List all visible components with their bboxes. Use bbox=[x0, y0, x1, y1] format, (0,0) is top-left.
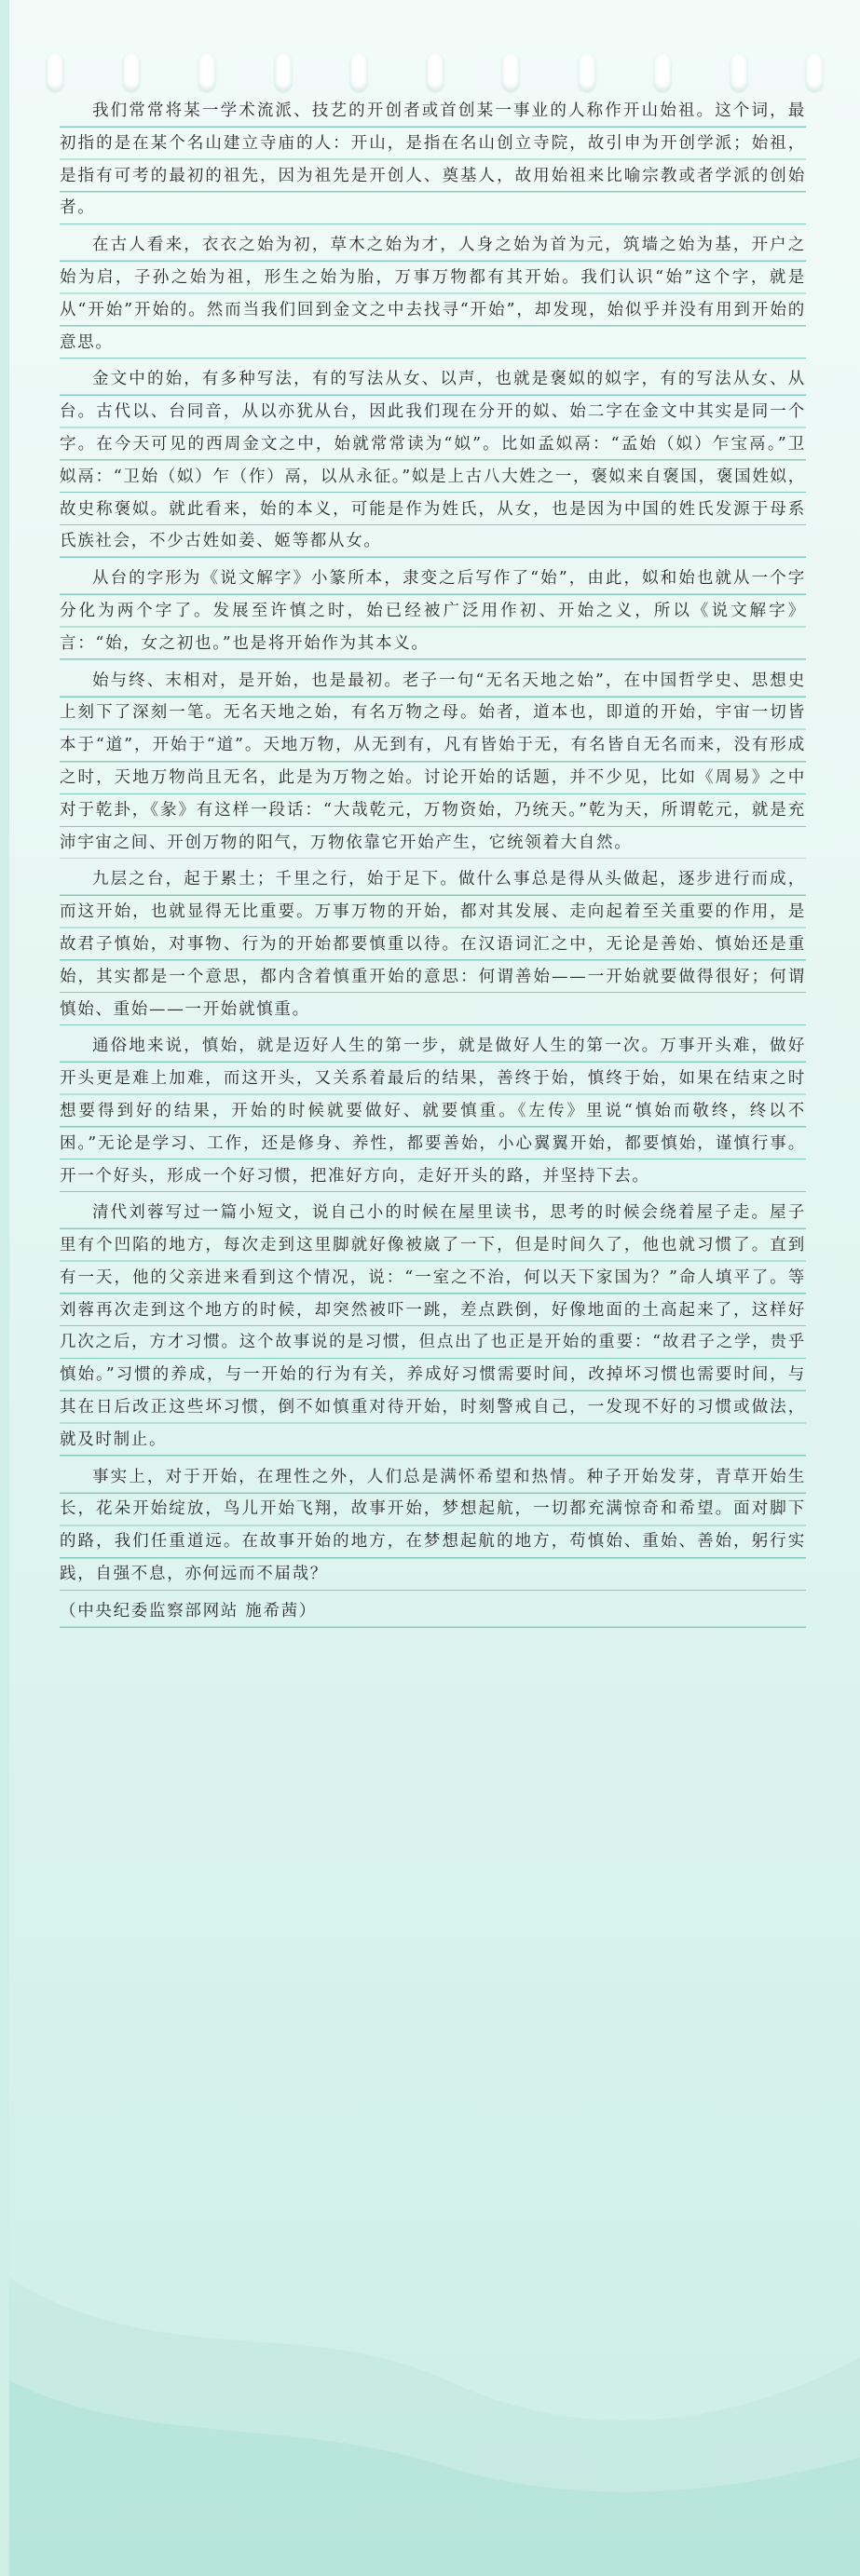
article-paragraph: 始与终、末相对，是开始，也是最初。老子一句“无名天地之始”，在中国哲学史、思想史上刻下了深刻一笔。无名天地之始，有名万物之母。始者，道本也，即道的开始，宇宙一切皆本于“道”，开始于“道”。天地万物，从无到有，凡有皆始于无，有名皆自无名而来，没有形成之时，天地万物尚且无名，此是为万物之始。讨论开始的话题，并不少见，比如《周易》之中对于乾卦，《彖》有这样一段话：“大哉乾元，万物资始，乃统天。”乾为天，所谓乾元，就是充沛宇宙之间、开创万物的阳气，万物依靠它开始产生，它统领着大自然。 bbox=[60, 665, 806, 860]
binder-hole bbox=[654, 54, 671, 91]
article-paragraph: 九层之台，起于累土；千里之行，始于足下。做什么事总是得从头做起，逐步进行而成，而这开始，也就显得无比重要。万事万物的开始，都对其发展、走向起着至关重要的作用，是故君子慎始，对事物、行为的开始都要慎重以待。在汉语词汇之中，无论是善始、慎始还是重始，其实都是一个意思，都内含着慎重开始的意思：何谓善始——一开始就要做得很好；何谓慎始、重始——一开始就慎重。 bbox=[60, 863, 806, 1025]
binder-hole bbox=[806, 54, 823, 91]
article-body bbox=[60, 95, 806, 1628]
article-paragraph: 金文中的始，有多种写法，有的写法从女、以声，也就是褒姒的姒字，有的写法从女、从台。古代以、台同音，从以亦犹从台，因此我们现在分开的姒、始二字在金文中其实是同一个字。在今天可见的西周金文之中，始就常常读为“姒”。比如孟姒鬲：“孟始（姒）乍宝鬲。”卫姒鬲：“卫始（姒）乍（作）鬲，以从永征。”姒是上古八大姓之一，褒姒来自褒国，褒国姓姒，故史称褒姒。就此看来，始的本义，可能是作为姓氏，从女，也是因为中国的姓氏发源于母系氏族社会，不少古姓如姜、姬等都从女。 bbox=[60, 363, 806, 558]
source-credit: （中央纪委监察部网站 施希茜） bbox=[60, 1595, 806, 1628]
article-paragraph: 在古人看来，衣衣之始为初，草木之始为才，人身之始为首为元，筑墙之始为基，开户之始为启，子孙之始为祖，形生之始为胎，万事万物都有其开始。我们认识“始”这个字，就是从“开始”开始的。然而当我们回到金文之中去找寻“开始”，却发现，始似乎并没有用到开始的意思。 bbox=[60, 229, 806, 359]
binder-hole bbox=[502, 54, 519, 91]
article-paragraph: 事实上，对于开始，在理性之外，人们总是满怀希望和热情。种子开始发芽，青草开始生长，花朵开始绽放，鸟儿开始飞翔，故事开始，梦想起航，一切都充满惊奇和希望。面对脚下的路，我们任重道远。在故事开始的地方，在梦想起航的地方，苟慎始、重始、善始，躬行实践，自强不息，亦何远而不届哉？ bbox=[60, 1461, 806, 1591]
page-curl-decoration bbox=[9, 2241, 860, 2576]
binder-holes bbox=[47, 54, 823, 95]
article-paragraph: 通俗地来说，慎始，就是迈好人生的第一步，就是做好人生的第一次。万事开头难，做好开头更是难上加难，而这开头，又关系着最后的结果，善终于始，慎终于始，如果在结束之时想要得到好的结果，开始的时候就要做好、就要慎重。《左传》里说“慎始而敬终，终以不困。”无论是学习、工作，还是修身、养性，都要善始，小心翼翼开始，都要慎始，谨慎行事。开一个好头，形成一个好习惯，把准好方向，走好开头的路，并坚持下去。 bbox=[60, 1030, 806, 1192]
binder-hole bbox=[579, 54, 595, 91]
binder-hole bbox=[123, 54, 140, 91]
binder-hole bbox=[198, 54, 215, 91]
article-paragraph: 清代刘蓉写过一篇小短文，说自己小的时候在屋里读书，思考的时候会绕着屋子走。屋子里有个凹陷的地方，每次走到这里脚就好像被崴了一下，但是时间久了，他也就习惯了。直到有一天，他的父亲进来看到这个情况，说：“一室之不治，何以天下家国为？”命人填平了。等刘蓉再次走到这个地方的时候，却突然被吓一跳，差点跌倒，好像地面的土高起来了，这样好几次之后，方才习惯。这个故事说的是习惯，但点出了也正是开始的重要：“故君子之学，贵乎慎始。”习惯的养成，与一开始的行为有关，养成好习惯需要时间，改掉坏习惯也需要时间，与其在日后改正这些坏习惯，倒不如慎重对待开始，时刻警戒自己，一发现不好的习惯或做法，就及时制止。 bbox=[60, 1197, 806, 1456]
binder-hole bbox=[730, 54, 747, 91]
binder-hole bbox=[47, 54, 63, 91]
article-paragraph: 从台的字形为《说文解字》小篆所本，隶变之后写作了“始”，由此，姒和始也就从一个字分化为两个字了。发展至许慎之时，始已经被广泛用作初、开始之义，所以《说文解字》言：“始，女之初也。”也是将开始作为其本义。 bbox=[60, 563, 806, 659]
binder-hole bbox=[275, 54, 292, 91]
binder-hole bbox=[427, 54, 444, 91]
binder-hole bbox=[350, 54, 367, 91]
article-paragraph: 我们常常将某一学术流派、技艺的开创者或首创某一事业的人称作开山始祖。这个词，最初指的是在某个名山建立寺庙的人：开山，是指在名山创立寺院，故引申为开创学派；始祖，是指有可考的最初的祖先，因为祖先是开创人、奠基人，故用始祖来比喻宗教或者学派的创始者。 bbox=[60, 95, 806, 224]
